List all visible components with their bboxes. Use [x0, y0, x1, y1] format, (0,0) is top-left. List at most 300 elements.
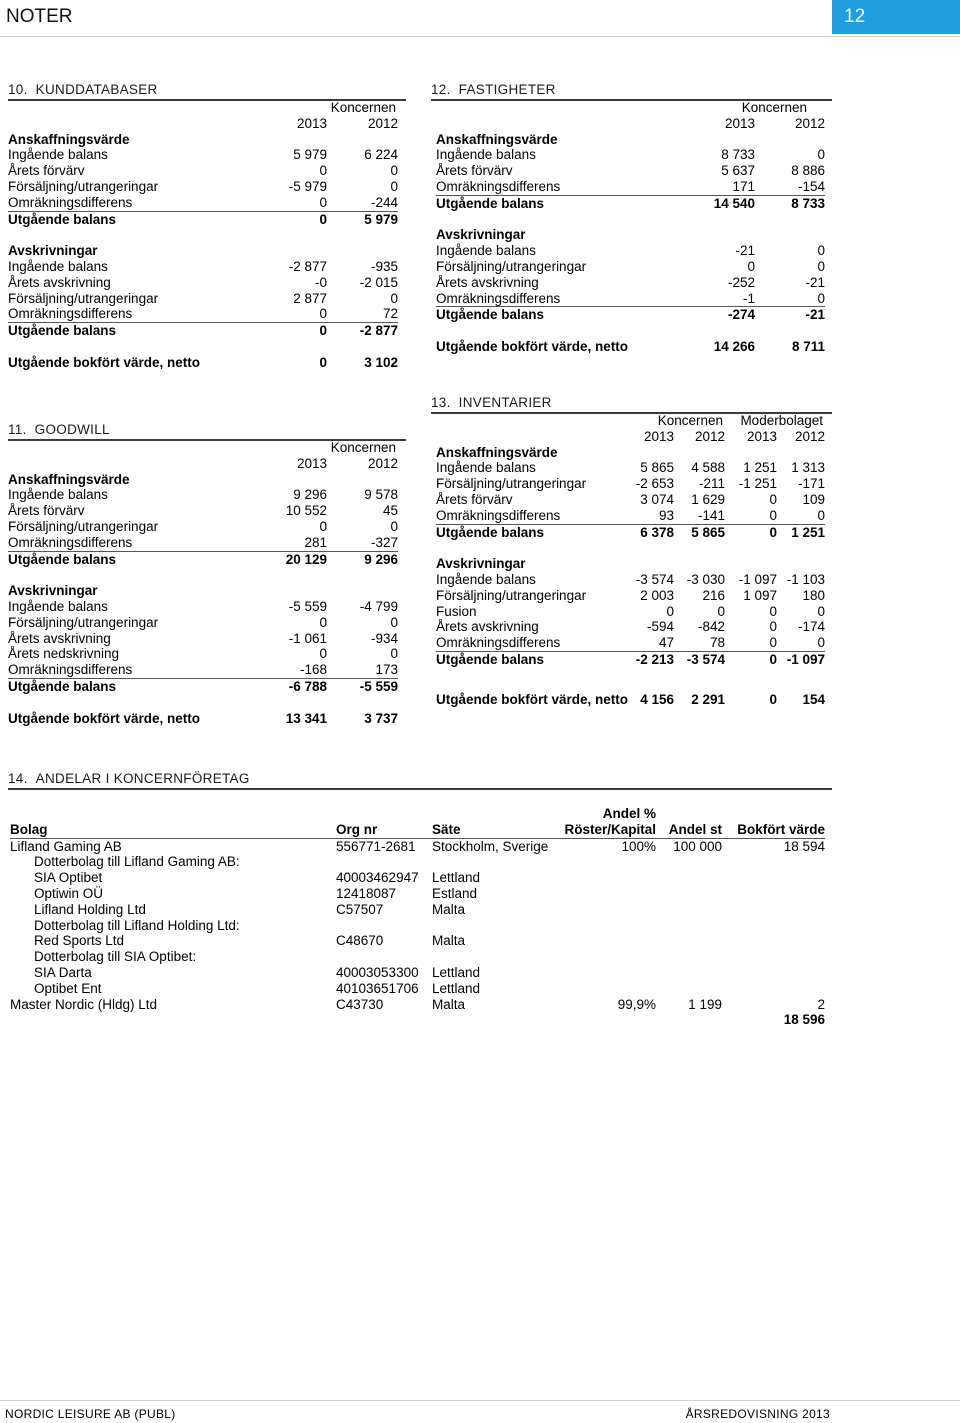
cell-value: 0: [319, 518, 327, 534]
cell-value: [674, 668, 725, 684]
cell-value: 0: [817, 635, 825, 651]
cell-value: C57507: [336, 901, 384, 917]
cell-value: -244: [370, 194, 398, 210]
row-label: Årets avskrivning: [436, 619, 539, 635]
cell-value: [238, 567, 327, 583]
cell-value: [674, 445, 725, 461]
table-row: [8, 711, 398, 727]
cell-value: -5 559: [327, 678, 398, 694]
row-label: Utgående balans: [436, 307, 656, 323]
cell-value: 9 296: [293, 487, 327, 503]
row-label: Ingående balans: [8, 258, 108, 274]
cell-value: 45: [382, 503, 398, 519]
column-header: Bolag: [10, 822, 336, 838]
row-label: [436, 323, 656, 339]
column-group-header: Koncernen: [330, 100, 396, 115]
cell-value: 556771-2681: [336, 838, 416, 854]
year-header: 2012: [694, 428, 725, 444]
cell-value: [725, 540, 777, 556]
cell-value: -5 979: [288, 178, 327, 194]
table-row: [436, 588, 825, 604]
cell-value: 0: [238, 323, 327, 339]
cell-value: -1: [742, 290, 755, 306]
cell-value: 0: [390, 518, 398, 534]
row-label: Utgående balans: [436, 195, 656, 211]
cell-value: [755, 227, 825, 243]
cell-value: 14 266: [713, 338, 755, 354]
cell-value: [238, 339, 327, 355]
cell-value: [327, 339, 398, 355]
row-label: Avskrivningar: [436, 227, 526, 243]
cell-value: Stockholm, Sverige: [432, 838, 549, 854]
cell-value: Malta: [432, 933, 466, 949]
table-row: [8, 339, 398, 355]
row-label: Omräkningsdifferens: [436, 178, 561, 194]
note-table: [8, 100, 398, 371]
cell-value: -1 097: [738, 571, 777, 587]
row-label: Anskaffningsvärde: [436, 131, 558, 147]
cell-value: 8 733: [755, 195, 825, 211]
cell-value: [606, 540, 674, 556]
table-row: [8, 662, 398, 678]
cell-value: 0: [319, 646, 327, 662]
table-row: [8, 535, 398, 551]
cell-value: -1 103: [786, 571, 825, 587]
column-group-header: Koncernen: [741, 100, 807, 115]
group-label: Dotterbolag till Lifland Holding Ltd:: [34, 917, 240, 933]
table-row: [436, 619, 825, 635]
row-label: Anskaffningsvärde: [436, 444, 558, 460]
table-row: [8, 132, 398, 148]
table-row: [8, 355, 398, 371]
row-label: Utgående balans: [8, 551, 238, 567]
cell-value: Lettland: [432, 870, 481, 886]
cell-value: 0: [817, 243, 825, 259]
cell-value: 9 296: [327, 551, 398, 567]
cell-value: 78: [709, 635, 725, 651]
cell-value: [725, 668, 777, 684]
cell-value: [722, 870, 825, 886]
row-label: Utgående bokfört värde, netto: [8, 710, 201, 726]
row-label: Ingående balans: [436, 243, 536, 259]
row-label: Försäljning/utrangeringar: [8, 614, 159, 630]
cell-value: [656, 933, 722, 949]
row-label: Utgående balans: [8, 211, 238, 227]
table-row: [10, 870, 825, 886]
row-label: Avskrivningar: [8, 243, 98, 259]
cell-value: 4 588: [691, 460, 725, 476]
cell-value: [552, 902, 656, 918]
cell-value: Lettland: [432, 964, 481, 980]
cell-value: [656, 902, 722, 918]
table-row: [8, 147, 398, 163]
year-header: 2013: [296, 455, 327, 471]
cell-value: [725, 556, 777, 572]
page-footer: [0, 1400, 960, 1423]
cell-value: 173: [375, 662, 398, 678]
row-label: Årets avskrivning: [436, 274, 539, 290]
title-rule: [8, 788, 832, 790]
cell-value: 1 629: [691, 491, 725, 507]
table-row: [8, 519, 398, 535]
table-row: [436, 572, 825, 588]
cell-value: Malta: [432, 996, 466, 1012]
cell-value: [606, 445, 674, 461]
cell-value: -6 788: [238, 678, 327, 694]
row-label: Årets förvärv: [436, 491, 513, 507]
table-row: [436, 508, 825, 524]
table-row: [436, 668, 825, 684]
cell-value: 3 737: [364, 710, 398, 726]
row-label: [8, 695, 238, 711]
table-row: [8, 695, 398, 711]
cell-value: [656, 981, 722, 997]
cell-value: -211: [698, 476, 725, 492]
row-label: Fusion: [436, 603, 477, 619]
cell-value: [674, 556, 725, 572]
report-name: ÅRSREDOVISNING 2013: [685, 1407, 830, 1421]
row-label: [8, 227, 238, 243]
cell-value: Estland: [432, 885, 478, 901]
cell-value: [327, 695, 398, 711]
cell-value: [238, 583, 327, 599]
cell-value: 0: [319, 194, 327, 210]
cell-value: [656, 323, 755, 339]
table-row: [10, 918, 825, 934]
page-number-badge: 12: [832, 0, 960, 34]
cell-value: 1 199: [688, 996, 722, 1012]
cell-value: 10 552: [285, 503, 327, 519]
cell-value: -934: [370, 630, 398, 646]
table-row: [436, 339, 825, 355]
cell-value: 1 251: [743, 460, 777, 476]
year-header: 2013: [296, 115, 327, 131]
column-group-header: Moderbolaget: [740, 413, 823, 428]
cell-value: [656, 886, 722, 902]
cell-value: 0: [817, 258, 825, 274]
cell-value: -327: [370, 534, 398, 550]
row-label: Utgående bokfört värde, netto: [436, 338, 629, 354]
table-row: [8, 646, 398, 662]
cell-value: 99,9%: [617, 996, 656, 1012]
row-label: Utgående bokfört värde, netto: [8, 354, 201, 370]
cell-value: 0: [666, 603, 674, 619]
cell-value: Lettland: [432, 980, 481, 996]
cell-value: 1 251: [777, 524, 825, 540]
page-header: [0, 0, 960, 37]
cell-value: [777, 668, 825, 684]
cell-value: 9 578: [364, 487, 398, 503]
cell-value: -154: [797, 178, 825, 194]
cell-value: -2 653: [635, 476, 674, 492]
cell-value: 0: [717, 603, 725, 619]
table-row: [10, 838, 825, 854]
cell-value: 0: [390, 178, 398, 194]
table-row: [436, 540, 825, 556]
column-header: Röster/Kapital: [552, 822, 656, 838]
cell-value: 5 637: [721, 163, 755, 179]
cell-value: [656, 227, 755, 243]
table-row: [10, 997, 825, 1013]
row-label: Avskrivningar: [8, 583, 98, 599]
note-table: [8, 440, 398, 726]
table-row: [8, 583, 398, 599]
row-label: Utgående balans: [8, 323, 238, 339]
cell-value: 5 979: [327, 211, 398, 227]
cell-value: -2 877: [327, 323, 398, 339]
row-label: Utgående balans: [8, 678, 238, 694]
table-row: [436, 163, 825, 179]
row-label: Omräkningsdifferens: [8, 534, 133, 550]
table-row: [436, 556, 825, 572]
cell-value: 8 733: [721, 147, 755, 163]
company-cell: Optiwin OÜ: [34, 885, 104, 901]
cell-value: 0: [769, 491, 777, 507]
table-row: [8, 599, 398, 615]
table-row: [436, 524, 825, 540]
table-row: [436, 476, 825, 492]
table-row: [10, 949, 825, 965]
year-header: 2012: [367, 455, 398, 471]
row-label: Försäljning/utrangeringar: [8, 518, 159, 534]
table-row: [436, 651, 825, 667]
company-cell: SIA Darta: [34, 964, 92, 980]
cell-value: [327, 583, 398, 599]
row-label: Försäljning/utrangeringar: [436, 476, 587, 492]
cell-value: 1 097: [743, 587, 777, 603]
company-cell: Master Nordic (Hldg) Ltd: [10, 996, 158, 1012]
row-label: Försäljning/utrangeringar: [8, 178, 159, 194]
cell-value: -1 251: [738, 476, 777, 492]
cell-value: 0: [769, 507, 777, 523]
cell-value: 216: [702, 587, 725, 603]
table-row: [436, 684, 825, 716]
row-label: Omräkningsdifferens: [436, 635, 561, 651]
row-label: Ingående balans: [436, 571, 536, 587]
cell-value: 18 596: [783, 1012, 825, 1028]
cell-value: [327, 243, 398, 259]
year-header: 2012: [794, 428, 825, 444]
cell-value: 72: [382, 306, 398, 322]
cell-value: [755, 212, 825, 228]
year-header: 2013: [746, 428, 777, 444]
cell-value: [327, 227, 398, 243]
note-title: 10. KUNDDATABASER: [8, 82, 158, 97]
row-label: Försäljning/utrangeringar: [436, 258, 587, 274]
cell-value: 281: [304, 534, 327, 550]
table-row: [8, 615, 398, 631]
cell-value: -1 097: [777, 651, 825, 667]
cell-value: [606, 668, 674, 684]
row-label: [8, 567, 238, 583]
subsidiaries-table: [10, 806, 825, 1028]
cell-value: 5 865: [674, 524, 725, 540]
year-header: 2012: [794, 115, 825, 131]
table-row: [10, 981, 825, 997]
row-label: [436, 540, 606, 556]
row-label: Ingående balans: [436, 147, 536, 163]
cell-value: 0: [769, 691, 777, 707]
cell-value: 0: [747, 258, 755, 274]
cell-value: [238, 227, 327, 243]
cell-value: 20 129: [238, 551, 327, 567]
cell-value: 0: [319, 354, 327, 370]
note-title: 14. ANDELAR I KONCERNFÖRETAG: [8, 771, 250, 786]
cell-value: [674, 540, 725, 556]
table-row: [436, 291, 825, 307]
cell-value: [552, 933, 656, 949]
row-label: Årets avskrivning: [8, 630, 111, 646]
cell-value: 100 000: [673, 838, 722, 854]
row-label: Utgående balans: [436, 524, 606, 540]
table-row: [8, 195, 398, 211]
row-label: Utgående balans: [436, 651, 606, 667]
cell-value: -842: [697, 619, 725, 635]
cell-value: -21: [735, 243, 755, 259]
row-label: Årets förvärv: [436, 163, 513, 179]
row-label: Ingående balans: [436, 460, 536, 476]
table-row: [436, 259, 825, 275]
row-label: Omräkningsdifferens: [8, 662, 133, 678]
cell-value: 40003053300: [336, 964, 419, 980]
table-row: [436, 460, 825, 476]
cell-value: C43730: [336, 996, 384, 1012]
table-row: [8, 306, 398, 322]
table-row: [8, 259, 398, 275]
row-label: Årets nedskrivning: [8, 646, 120, 662]
cell-value: [656, 132, 755, 148]
table-row: [436, 212, 825, 228]
cell-value: [755, 323, 825, 339]
row-label: Ingående balans: [8, 598, 108, 614]
cell-value: -4 799: [359, 598, 398, 614]
cell-value: -171: [797, 476, 825, 492]
cell-value: 0: [817, 603, 825, 619]
row-label: Utgående bokfört värde, netto: [436, 691, 629, 707]
cell-value: 1 313: [791, 460, 825, 476]
cell-value: 2 003: [640, 587, 674, 603]
cell-value: [432, 1012, 552, 1028]
cell-value: 8 711: [791, 338, 825, 354]
cell-value: 0: [390, 163, 398, 179]
row-label: Försäljning/utrangeringar: [8, 290, 159, 306]
cell-value: 171: [732, 178, 755, 194]
cell-value: -141: [697, 507, 725, 523]
cell-value: [722, 965, 825, 981]
table-row: [8, 163, 398, 179]
note-title: 11. GOODWILL: [8, 422, 110, 437]
cell-value: 93: [658, 507, 674, 523]
table-row: [436, 195, 825, 211]
table-row: [10, 902, 825, 918]
cell-value: [552, 1012, 656, 1028]
cell-value: -252: [727, 274, 755, 290]
cell-value: [722, 886, 825, 902]
company-cell: [10, 1012, 336, 1028]
cell-value: 0: [319, 306, 327, 322]
cell-value: [755, 132, 825, 148]
cell-value: 0: [390, 646, 398, 662]
column-group-header: Koncernen: [657, 413, 723, 428]
table-row: [436, 147, 825, 163]
cell-value: 18 594: [783, 838, 825, 854]
cell-value: 6 378: [606, 524, 674, 540]
table-row: [436, 323, 825, 339]
cell-value: -5 559: [288, 598, 327, 614]
cell-value: 47: [658, 635, 674, 651]
cell-value: 0: [319, 163, 327, 179]
table-row: [436, 445, 825, 461]
cell-value: 14 540: [656, 195, 755, 211]
cell-value: -174: [797, 619, 825, 635]
group-label: Dotterbolag till Lifland Gaming AB:: [34, 854, 240, 870]
table-row: [8, 567, 398, 583]
cell-value: -1 061: [288, 630, 327, 646]
cell-value: 40003462947: [336, 870, 419, 886]
year-header: 2013: [724, 115, 755, 131]
column-group-header: Koncernen: [330, 440, 396, 455]
cell-value: C48670: [336, 933, 384, 949]
table-row: [8, 291, 398, 307]
cell-value: [552, 981, 656, 997]
cell-value: 0: [725, 651, 777, 667]
table-row: [436, 307, 825, 323]
company-cell: Lifland Holding Ltd: [34, 901, 146, 917]
cell-value: -3 574: [635, 571, 674, 587]
row-label: Årets avskrivning: [8, 274, 111, 290]
cell-value: [238, 243, 327, 259]
cell-value: [656, 212, 755, 228]
table-row: [8, 631, 398, 647]
cell-value: -935: [370, 258, 398, 274]
cell-value: -594: [646, 619, 674, 635]
column-header: Bokfört värde: [722, 822, 825, 838]
cell-value: Malta: [432, 901, 466, 917]
cell-value: [722, 933, 825, 949]
cell-value: 0: [817, 147, 825, 163]
cell-value: 0: [769, 635, 777, 651]
row-label: Årets förvärv: [8, 503, 85, 519]
cell-value: 0: [769, 603, 777, 619]
row-label: Omräkningsdifferens: [436, 507, 561, 523]
company-cell: Red Sports Ltd: [34, 933, 125, 949]
cell-value: -3 030: [686, 571, 725, 587]
cell-value: 0: [817, 507, 825, 523]
cell-value: 0: [725, 524, 777, 540]
row-label: Försäljning/utrangeringar: [436, 587, 587, 603]
column-header: Säte: [432, 822, 552, 838]
row-label: [436, 212, 656, 228]
row-label: Anskaffningsvärde: [8, 471, 130, 487]
cell-value: 2 291: [691, 691, 725, 707]
cell-value: [327, 132, 398, 148]
cell-value: [552, 965, 656, 981]
cell-value: 8 886: [791, 163, 825, 179]
table-row: [436, 604, 825, 620]
table-row: [436, 492, 825, 508]
cell-value: [336, 1012, 432, 1028]
table-row: [10, 1012, 825, 1028]
table-row: [10, 965, 825, 981]
cell-value: 0: [769, 619, 777, 635]
cell-value: 5 979: [293, 147, 327, 163]
table-row: [8, 678, 398, 694]
cell-value: 0: [319, 614, 327, 630]
company-name: NORDIC LEISURE AB (PUBL): [5, 1407, 176, 1421]
row-label: Omräkningsdifferens: [436, 290, 561, 306]
cell-value: [777, 445, 825, 461]
table-row: [8, 227, 398, 243]
